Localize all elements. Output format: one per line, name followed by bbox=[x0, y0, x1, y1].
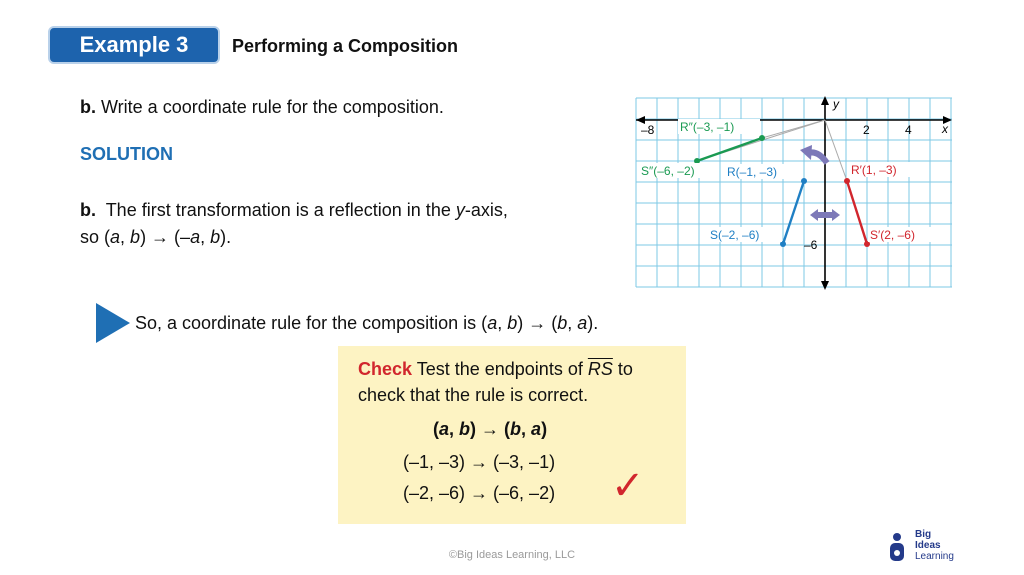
solution-step-line2 bbox=[80, 224, 508, 251]
conclusion-var-b: b bbox=[507, 313, 518, 333]
conclusion-var-a: a bbox=[487, 313, 498, 333]
step-comma-2: , bbox=[200, 227, 211, 247]
step-var-a-2: a bbox=[190, 227, 201, 247]
label-r1: R′(1, –3) bbox=[851, 163, 897, 177]
step-var-b-2: b bbox=[210, 227, 221, 247]
segment-r1s1 bbox=[847, 181, 867, 244]
copyright-footer: ©Big Ideas Learning, LLC bbox=[448, 549, 576, 561]
point-r1 bbox=[844, 178, 850, 184]
play-arrow-icon bbox=[96, 303, 132, 343]
rotation-arrowhead bbox=[800, 145, 812, 160]
conclusion-end: ). bbox=[587, 313, 599, 333]
conclusion-text: So, a coordinate rule for the composition is (a, b) → (b, a). bbox=[135, 313, 599, 333]
solution-step bbox=[80, 197, 508, 251]
reflection-arrowhead-left bbox=[810, 209, 818, 221]
segment-r2s2 bbox=[697, 138, 762, 161]
step-close: ). bbox=[220, 227, 232, 247]
segment-rs: $\overline{RS}$ bbox=[587, 359, 613, 379]
part-b-label: b. bbox=[80, 97, 96, 117]
part-b-text: Write a coordinate rule for the composition. bbox=[101, 97, 444, 117]
rotation-guide-3 bbox=[825, 120, 847, 181]
x-axis-label: x bbox=[942, 122, 948, 136]
check-row-1: (–1, –3) → (–3, –1) bbox=[403, 452, 556, 472]
check-text-1: Test the endpoints of bbox=[416, 359, 583, 379]
reflection-arrowhead-right bbox=[832, 209, 840, 221]
check-line-2: check that the rule is correct. bbox=[358, 385, 589, 405]
rule-var-b-2: b bbox=[510, 419, 522, 439]
tick-label-4: 4 bbox=[905, 123, 912, 137]
y-axis-label: y bbox=[833, 97, 839, 111]
big-ideas-logo-icon bbox=[884, 532, 910, 562]
step-label: b. bbox=[80, 200, 96, 220]
tick-label-2: 2 bbox=[863, 123, 870, 137]
point-r2 bbox=[759, 135, 765, 141]
label-s2: S″(–6, –2) bbox=[641, 164, 695, 178]
check-word: Check bbox=[358, 359, 413, 379]
rule-var-b: b bbox=[459, 419, 471, 439]
conclusion-var-b-2: b bbox=[557, 313, 568, 333]
check-rule: (a, b) → (b, a) bbox=[433, 419, 548, 439]
conclusion-mid: ) → ( bbox=[517, 313, 558, 333]
example-badge bbox=[48, 26, 220, 64]
label-r: R(–1, –3) bbox=[727, 165, 778, 179]
coordinate-graph bbox=[633, 96, 955, 290]
label-r2: R″(–3, –1) bbox=[680, 120, 735, 134]
conclusion-var-a-2: a bbox=[577, 313, 588, 333]
tick-label-neg6: –6 bbox=[804, 238, 818, 252]
label-s: S(–2, –6) bbox=[710, 228, 760, 242]
rule-var-a: a bbox=[439, 419, 450, 439]
step-text-2: -axis, bbox=[464, 200, 508, 220]
logo-line-1: Big bbox=[915, 529, 932, 540]
example-title: Performing a Composition bbox=[232, 36, 459, 56]
y-axis-arrow-up bbox=[821, 96, 829, 105]
label-s1: S′(2, –6) bbox=[870, 228, 915, 242]
step-comma: , bbox=[120, 227, 131, 247]
check-row-2: (–2, –6) → (–6, –2) bbox=[403, 483, 556, 503]
y-axis-arrow-down bbox=[821, 281, 829, 290]
solution-heading: SOLUTION bbox=[80, 144, 173, 164]
point-r bbox=[801, 178, 807, 184]
logo-line-3: Learning bbox=[915, 551, 954, 562]
step-line2-pre: so ( bbox=[80, 227, 111, 247]
step-var-b: b bbox=[130, 227, 141, 247]
conclusion-pre: So, a coordinate rule for the composition is ( bbox=[135, 313, 488, 333]
step-text-1: The first transformation is a reflection in the bbox=[105, 200, 456, 220]
tick-label-neg8: –8 bbox=[641, 123, 655, 137]
checkmark-icon: ✓ bbox=[611, 464, 645, 508]
check-text-2: to bbox=[617, 359, 633, 379]
segment-rs bbox=[783, 181, 804, 244]
part-b-prompt bbox=[80, 97, 444, 118]
step-var-a: a bbox=[110, 227, 121, 247]
step-arrow: ) → (– bbox=[140, 227, 191, 247]
rule-var-a-2: a bbox=[531, 419, 542, 439]
solution-step-line1 bbox=[80, 197, 508, 224]
big-ideas-logo-text bbox=[915, 529, 954, 562]
step-axis-var: y bbox=[455, 200, 465, 220]
check-line-1 bbox=[358, 359, 633, 380]
example-badge-label: Example 3 bbox=[79, 32, 189, 57]
logo-line-2: Ideas bbox=[915, 540, 941, 551]
